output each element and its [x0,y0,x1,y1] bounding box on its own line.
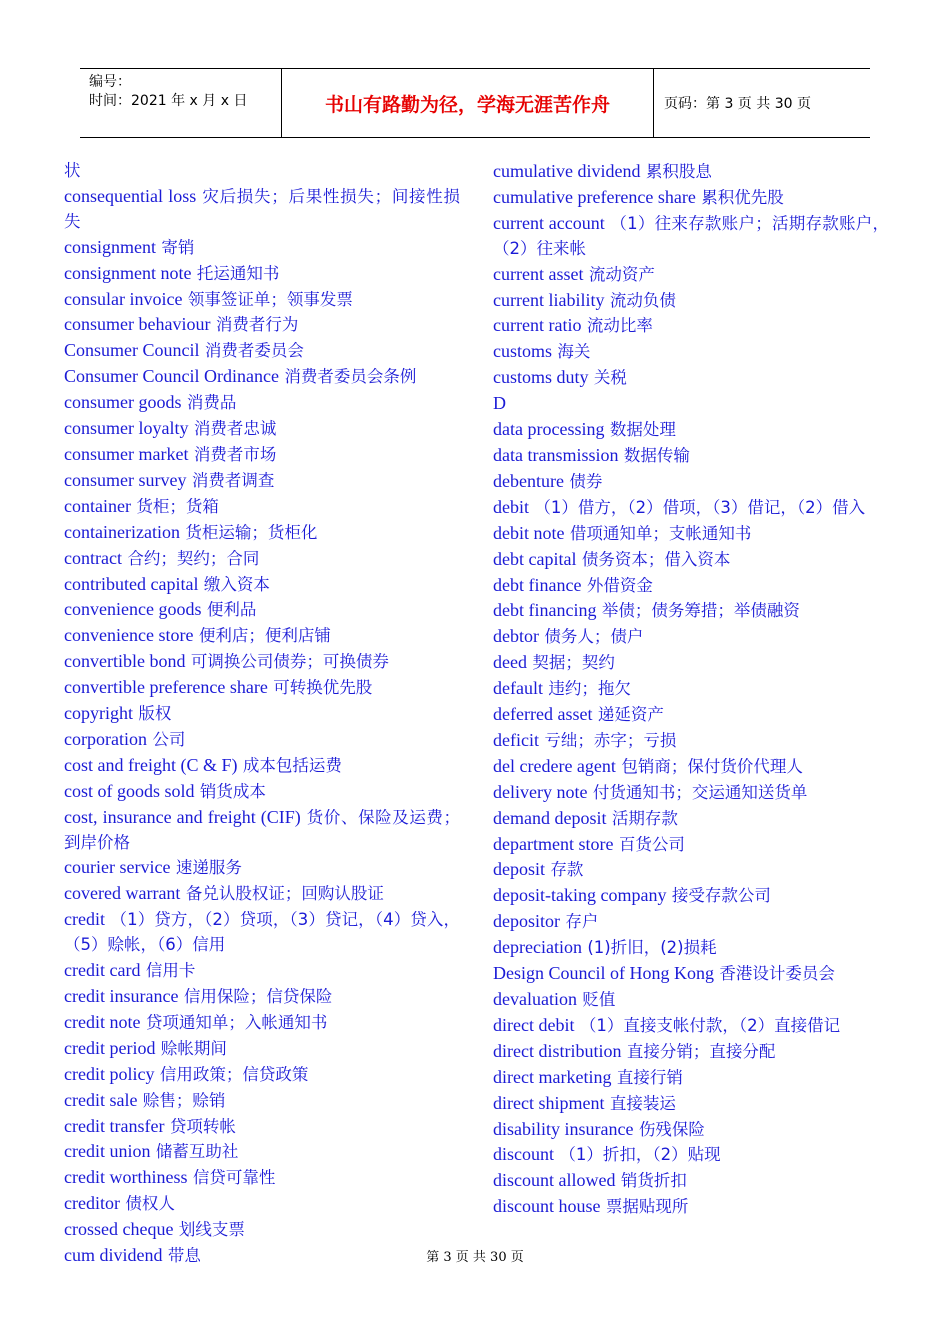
entry-term: discount allowed [493,1170,616,1191]
entry-term: convenience goods [64,599,202,620]
glossary-entry [493,754,889,780]
glossary-entry [493,159,889,185]
glossary-entry [493,780,889,806]
entry-term: credit sale [64,1089,138,1110]
glossary-entry [493,909,889,935]
glossary-entry [493,288,889,314]
entry-translation: 债务资本；借入资本 [581,549,731,569]
glossary-entry [64,338,460,364]
glossary-entry [64,1217,460,1243]
entry-term: debtor [493,626,539,647]
entry-translation: 亏绌；赤字；亏损 [544,730,677,750]
glossary-entry [64,312,460,338]
entry-translation: 储蓄互助社 [155,1142,239,1162]
glossary-entry [64,649,460,675]
entry-term: discount [493,1144,554,1165]
entry-translation: 货柜；货箱 [136,496,219,516]
glossary-entry [493,365,889,391]
entry-term: credit transfer [64,1115,165,1136]
entry-term: debit note [493,522,565,543]
document-date-label: 时间：2021 年 x 月 x 日 [89,93,248,109]
glossary-entry [64,779,460,805]
entry-translation: 包销商；保付货价代理人 [621,756,803,776]
entry-translation: 债权人 [125,1194,175,1214]
glossary-entry [64,753,460,779]
entry-term: disability insurance [493,1118,634,1139]
glossary-entry [493,185,889,211]
entry-translation: 流动资产 [588,264,655,284]
entry-translation: 累积优先股 [701,187,784,207]
glossary-entry [64,287,460,313]
entry-translation: 消费者调查 [191,470,275,490]
entry-translation: 举债；债务筹措；举债融资 [601,601,800,621]
entry-term: credit [64,909,105,930]
entry-translation: 百货公司 [618,834,685,854]
glossary-entry [64,805,460,856]
glossary-entry [64,1165,460,1191]
entry-term: current ratio [493,315,582,336]
entry-translation: 贬值 [582,990,616,1009]
entry-translation: 累积股息 [645,162,712,181]
glossary-entry [493,1117,889,1143]
entry-translation: 托运通知书 [196,263,280,283]
entry-term: direct shipment [493,1092,605,1113]
header-page-number: 页码：第 3 页 共 30 页 [664,96,811,112]
entry-translation: 消费者委员会条例 [284,367,417,387]
page-footer: 第 3 页 共 30 页 [426,1250,524,1265]
entry-translation: 消费者委员会 [204,341,304,361]
entry-term: contract [64,547,122,568]
entry-term: covered warrant [64,883,181,904]
entry-term: D [493,393,506,414]
entry-term: consumer survey [64,469,187,490]
entry-term: deposit-taking company [493,885,667,906]
glossary-entry [493,728,889,754]
glossary-entry [64,675,460,701]
entry-translation: 寄销 [161,237,195,257]
entry-term: consular invoice [64,288,183,309]
header-meta [80,69,282,137]
entry-term: crossed cheque [64,1219,174,1240]
entry-translation: 债券 [569,471,603,491]
entry-translation: 销货折扣 [620,1171,687,1191]
entry-term: cumulative preference share [493,186,696,207]
glossary-entry [493,857,889,883]
glossary-entry [493,469,889,495]
glossary-entry [64,727,460,753]
glossary-entry [64,261,460,287]
entry-translation: （1）直接支帐付款，（2）直接借记 [579,1015,841,1035]
entry-term: consequential loss [64,185,197,206]
entry-translation: 灾后损失；后果性损失；间接性损失 [64,186,461,231]
entry-translation: 直接分销；直接分配 [626,1041,776,1061]
glossary-entry [493,313,889,339]
glossary-entry [64,468,460,494]
entry-translation: 便利店；便利店铺 [198,626,331,646]
entry-term: cost and freight (C & F) [64,754,238,775]
entry-translation: 票据贴现所 [605,1197,689,1217]
entry-translation: 贷项转帐 [169,1116,236,1136]
entry-translation: 可转换优先股 [273,678,373,698]
glossary-entry [493,598,889,624]
glossary-entry [64,442,460,468]
entry-translation: 合约；契约；合同 [127,548,260,568]
glossary-entry [64,1191,460,1217]
glossary-entry [493,573,889,599]
glossary-entry [64,1036,460,1062]
glossary-entry [493,443,889,469]
glossary-entry [493,624,889,650]
entry-translation: 速递服务 [175,858,242,878]
entry-translation: 违约；拖欠 [548,679,631,699]
glossary-entry [64,572,460,598]
glossary-entry [64,1139,460,1165]
glossary-entry [493,211,889,262]
glossary-entry [493,987,889,1013]
entry-translation: 版权 [138,704,172,724]
glossary-entry [64,623,460,649]
entry-term: credit insurance [64,986,179,1006]
glossary-entry [64,184,460,235]
glossary-entry [493,1142,889,1168]
glossary-entry [64,907,460,958]
document-number-label: 编号： [89,74,131,90]
glossary-entry [64,984,460,1010]
entry-translation: 消费者忠诚 [193,419,277,439]
entry-term: debenture [493,470,564,491]
entry-term: depositor [493,911,560,932]
entry-translation: 流动比率 [586,316,653,336]
page-header [80,68,870,138]
entry-translation: 状 [64,161,81,180]
entry-term: delivery note [493,781,588,802]
entry-term: depreciation [493,937,582,958]
entry-term: convenience store [64,625,194,646]
entry-term: devaluation [493,989,577,1009]
glossary-column-right [493,159,889,1220]
glossary-entry [64,881,460,907]
glossary-entry [64,364,460,390]
entry-translation: （1）折扣，（2）贴现 [559,1145,721,1165]
glossary-entry [493,883,889,909]
entry-term: copyright [64,703,133,724]
glossary-entry [64,494,460,520]
entry-translation: 数据传输 [623,445,690,465]
entry-term: cum dividend [64,1245,163,1266]
entry-term: containerization [64,521,180,542]
entry-term: deferred asset [493,704,593,725]
glossary-entry [64,1114,460,1140]
entry-translation: 带息 [167,1246,201,1266]
entry-term: deficit [493,729,539,750]
glossary-entry [493,391,889,417]
entry-term: contributed capital [64,573,199,594]
entry-term: deposit [493,859,545,880]
entry-translation: 流动负债 [609,290,676,310]
glossary-entry [493,1091,889,1117]
glossary-entry [493,806,889,832]
entry-term: credit union [64,1141,151,1162]
glossary-entry [493,1065,889,1091]
entry-term: creditor [64,1193,120,1214]
glossary-entry [493,262,889,288]
glossary-entry [493,339,889,365]
header-motto: 书山有路勤为径，学海无涯苦作舟 [282,69,654,137]
entry-translation: 销货成本 [199,781,266,801]
entry-term: cost of goods sold [64,780,195,801]
entry-translation: 递延资产 [597,705,664,725]
entry-term: demand deposit [493,807,607,828]
entry-term: container [64,495,131,516]
entry-translation: 伤残保险 [638,1119,705,1139]
entry-term: corporation [64,728,147,749]
entry-translation: (1)折旧，(2)损耗 [587,938,717,958]
entry-translation: 契据；契约 [532,653,615,673]
entry-translation: 货柜运输；货柜化 [185,522,318,542]
entry-translation: 债务人；债户 [544,627,644,647]
glossary-entry [64,1088,460,1114]
entry-translation: 存款 [550,860,584,880]
glossary-entry [64,1062,460,1088]
entry-translation: 赊帐期间 [160,1038,227,1058]
glossary-entry [493,1039,889,1065]
entry-term: data processing [493,419,605,440]
entry-term: deed [493,652,527,673]
entry-term: consumer market [64,443,189,464]
entry-translation: 公司 [152,729,186,749]
entry-translation: 数据处理 [609,420,676,440]
entry-term: discount house [493,1196,601,1217]
entry-term: consignment note [64,262,192,283]
entry-translation: 成本包括运费 [242,755,342,775]
glossary-entry [64,235,460,261]
entry-term: Design Council of Hong Kong [493,963,714,984]
entry-term: current liability [493,289,605,310]
glossary-entry [493,961,889,987]
entry-translation: 消费品 [186,393,237,413]
entry-term: debt finance [493,574,582,595]
entry-term: credit period [64,1037,156,1058]
entry-translation: 赊售；赊销 [142,1090,226,1110]
entry-translation: 信用卡 [145,961,196,981]
glossary-entry [64,159,460,184]
entry-translation: 付货通知书；交运通知送货单 [592,782,808,802]
entry-term: direct distribution [493,1040,622,1061]
glossary-entry [493,935,889,961]
entry-translation: 缴入资本 [203,574,270,594]
entry-translation: 信用政策；信贷政策 [159,1064,309,1084]
entry-term: consumer goods [64,392,182,413]
entry-translation: 消费者市场 [193,444,277,464]
entry-term: data transmission [493,444,619,465]
entry-translation: 信用保险；信贷保险 [183,987,333,1006]
glossary-entry [64,1010,460,1036]
entry-translation: 关税 [593,368,627,388]
entry-term: default [493,678,543,699]
glossary-entry [64,390,460,416]
entry-translation: （1）往来存款账户；活期存款账户，（2）往来帐 [493,213,890,258]
entry-term: credit policy [64,1063,155,1084]
glossary-entry [64,701,460,727]
glossary-entry [64,958,460,984]
entry-translation: 可调换公司债券；可换债券 [190,652,389,672]
entry-term: credit worthiness [64,1167,188,1188]
entry-translation: （1）借方，（2）借项，（3）借记，（2）借入 [534,497,866,517]
entry-term: customs duty [493,367,589,388]
entry-translation: 外借资金 [586,575,653,595]
entry-term: cost, insurance and freight (CIF) [64,806,301,827]
entry-translation: 直接装运 [609,1093,676,1113]
entry-term: current asset [493,263,584,284]
entry-translation: 划线支票 [178,1220,245,1240]
entry-term: department store [493,833,614,854]
entry-translation: 直接行销 [616,1067,683,1087]
glossary-entry [493,832,889,858]
glossary-entry [64,546,460,572]
glossary-entry [493,495,889,521]
glossary-entry [493,676,889,702]
glossary-entry [493,1013,889,1039]
entry-term: debit [493,496,529,517]
entry-term: convertible preference share [64,677,268,698]
entry-term: cumulative dividend [493,161,641,181]
entry-term: direct marketing [493,1066,612,1087]
entry-term: convertible bond [64,651,186,672]
glossary-entry [64,597,460,623]
glossary-entry [493,1194,889,1220]
entry-term: credit card [64,960,141,981]
entry-translation: 领事签证单；领事发票 [187,289,353,309]
entry-term: Consumer Council [64,340,200,361]
entry-translation: 消费者行为 [215,315,299,335]
glossary-entry [64,520,460,546]
entry-translation: 活期存款 [611,808,678,828]
entry-term: consumer loyalty [64,418,189,439]
glossary-column-left [64,159,460,1269]
entry-translation: 货价、保险及运费；到岸价格 [64,807,461,852]
glossary-entry [493,1168,889,1194]
entry-term: consignment [64,236,156,257]
entry-translation: （1）贷方，（2）贷项，（3）贷记，（4）贷入，（5）赊帐，（6）信用 [64,910,461,955]
entry-translation: 贷项通知单；入帐通知书 [145,1012,328,1032]
entry-translation: 香港设计委员会 [719,964,835,984]
entry-translation: 存户 [565,912,599,932]
entry-term: consumer behaviour [64,314,211,335]
glossary-entry [493,702,889,728]
glossary-entry [493,650,889,676]
entry-term: debt financing [493,600,597,621]
entry-term: credit note [64,1011,141,1032]
glossary-entry [64,416,460,442]
entry-term: del credere agent [493,755,616,776]
glossary-entry [493,547,889,573]
entry-term: direct debit [493,1014,575,1035]
entry-translation: 便利品 [206,600,257,620]
entry-translation: 备兑认股权证；回购认股证 [185,884,384,904]
glossary-entry [493,417,889,443]
entry-term: courier service [64,857,171,878]
entry-translation: 信贷可靠性 [192,1168,276,1188]
entry-term: current account [493,212,605,233]
entry-term: debt capital [493,548,577,569]
entry-term: Consumer Council Ordinance [64,366,279,387]
glossary-entry [493,521,889,547]
entry-translation: 借项通知单；支帐通知书 [569,523,752,543]
entry-term: customs [493,341,553,362]
entry-translation: 海关 [557,342,591,362]
entry-translation: 接受存款公司 [671,886,771,906]
glossary-entry [64,855,460,881]
